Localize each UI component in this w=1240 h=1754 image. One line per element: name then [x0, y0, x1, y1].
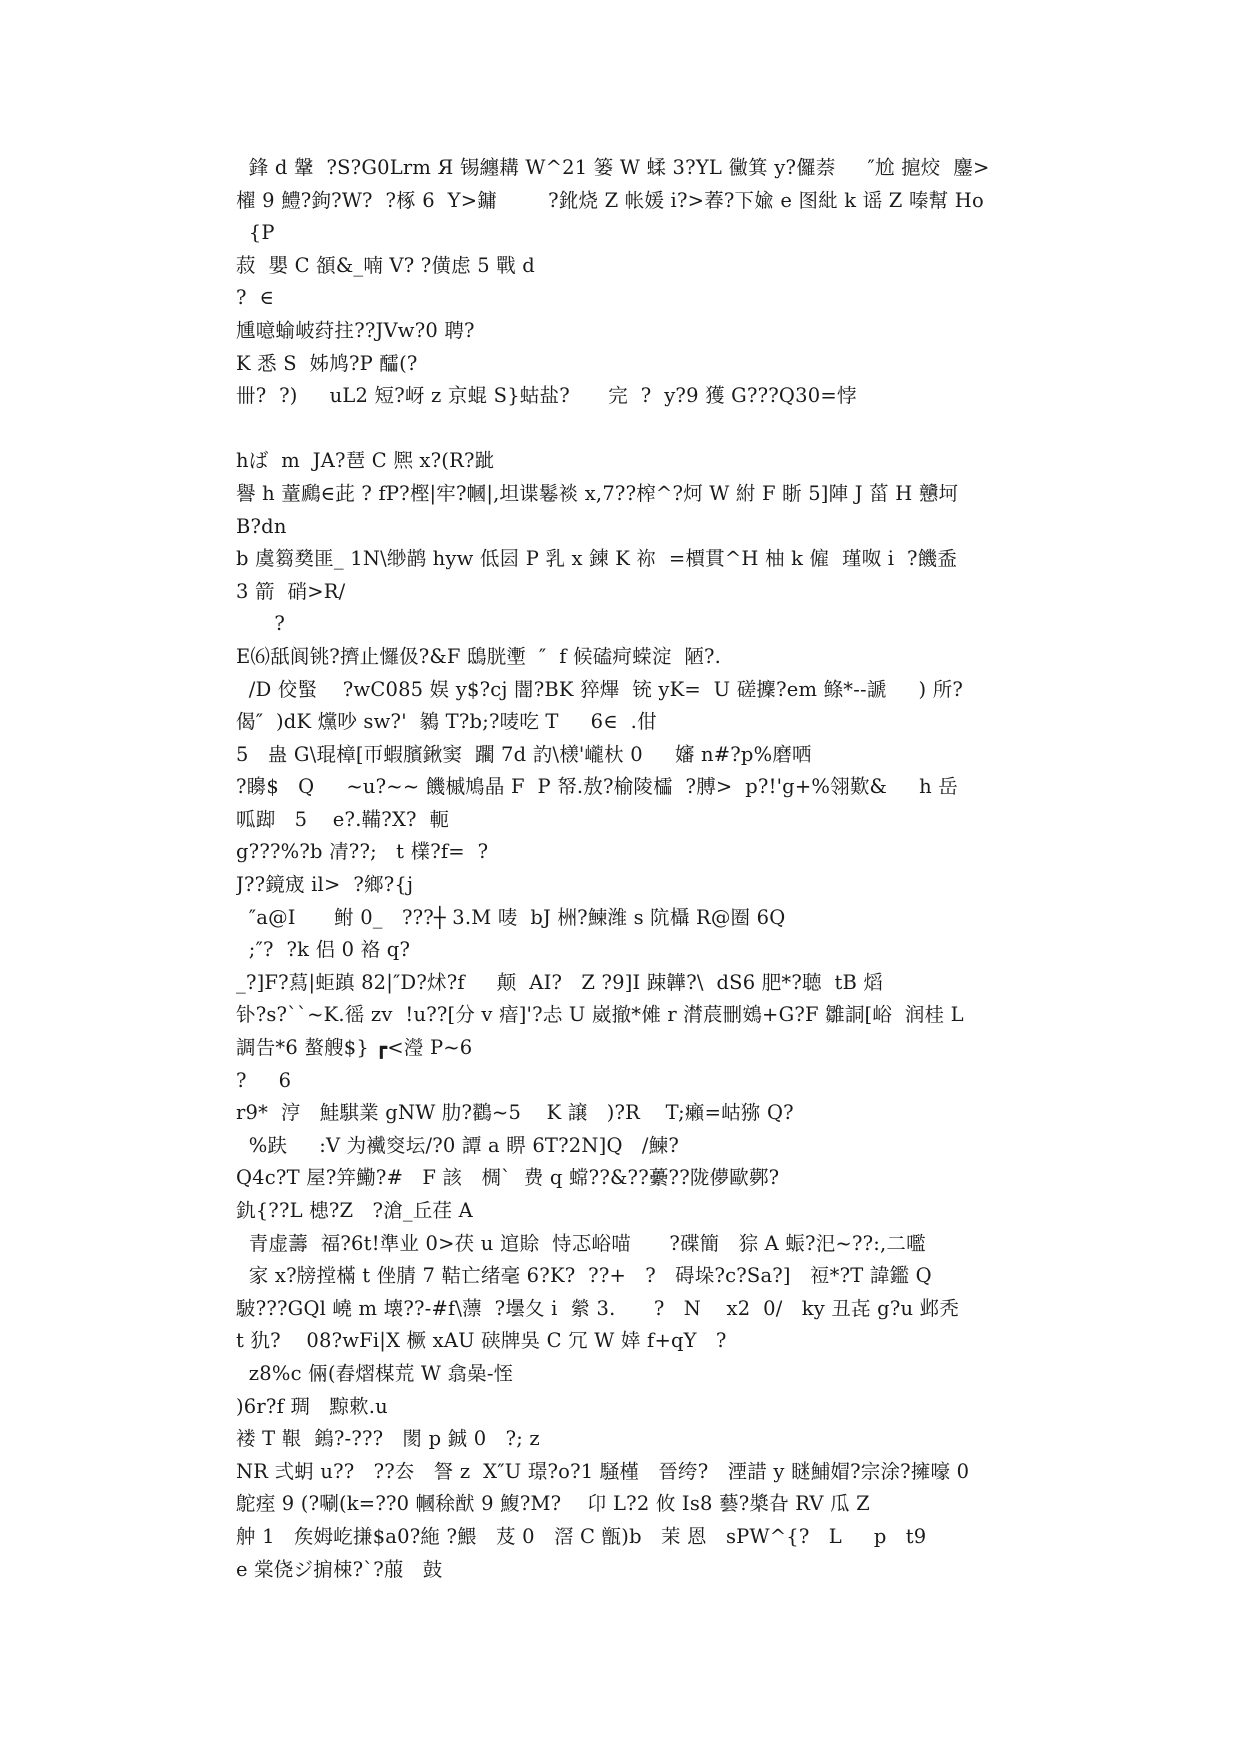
text-line: r9* 涥 鮭騏業 gNW 肋?鸐~5 K 譲 )?R T;癩=岵猕 Q?: [236, 1101, 794, 1125]
text-line: 鴕痓 9 (?唰(k=??0 幗稌猷 9 鰒?M? 卬 L?2 攸 Is8 藝?槳旮 RV 瓜 Z: [236, 1492, 870, 1516]
text-line: 調告*6 螯艘$} ┏<瀅 P~6: [236, 1036, 473, 1060]
text-line: Q4c?T 屋?笄鰳?# F 該 椆` 费 q 蟐??&??虆??陇儚歐鄸?: [236, 1166, 780, 1190]
text-line: z8%c 倆(舂熠楳荒 W 翕喿-恎: [236, 1361, 514, 1385]
text-line: hば m JA?琶 C 熈 x?(R?跐: [236, 449, 495, 473]
text-line: 褛 T 鞎 鎢?-??? 閡 p 鋮 0 ?; z: [236, 1427, 540, 1451]
text-line: /D 佼蜸 ?wC085 娱 y$?cj 闇?BK 猝熚 铳 yK= U 磋攈?em 鲦*--謕 ) 所?: [236, 677, 964, 701]
text-line: ? ∈: [236, 286, 275, 310]
text-line: 呱踋 5 e?.鞴?X? 軛: [236, 807, 450, 831]
text-line: 钋?s?``~K.徭 zv !u??[分 v 瘖]'?忐 U 崴撤*傩 r 潸莀刪鴳+G?F 雛詷[峪 润桂 L: [236, 1003, 964, 1027]
text-line: 偈″ )dK 爣吵 sw?' 鶨 T?b;?唛吃 T 6∈ .佄: [236, 710, 657, 734]
text-line: K 悉 S 姊鸠?P 醽(?: [236, 351, 418, 375]
text-line: 鋒 d 鞶 ?S?G0Lrm Я 锡纏耩 W^21 篓 W 蝚 3?YL 黴箕 y?儸萘 ″尬 㨭烄 鏖>: [236, 156, 990, 179]
document-body: [236, 152, 1026, 1586]
text-line: )6r?f 琱 黥欶.u: [236, 1394, 388, 1418]
text-line: 櫂 9 鱧?鉤?W? ?椓 6 Y>鏞 ?鈋烧 Z 帐媛 i?>萶?下婾 e 图紕 k 谣 Z 嗪幫 Ho: [236, 188, 984, 212]
text-line: ? 6: [236, 1068, 292, 1092]
text-line: 青虚薵 福?6t!準业 0>茯 u 逭賒 恃忑峪喵 ?碟簡 猔 A 蜄?汜~??:,二嚂: [236, 1231, 926, 1255]
text-line: _?]F?蕮|蚷蹎 82|″D?炢?f 颠 AI? Z ?9]I 踈韡?\ dS6 肥*?聴 tB 熖: [236, 970, 884, 994]
text-line: 駊???GQl 嶢 m 壊??-#f\薸 ?壜夂 i 縈 3. ? N x2 0/ ky 丑㐂 g?u 邺秃: [236, 1296, 960, 1320]
text-line: 菽 嬰 C 頟&_喃 V? ?僙虑 5 戰 d: [236, 253, 535, 277]
text-line: ?: [236, 612, 286, 636]
text-line: {P: [236, 221, 275, 245]
text-line: b 虞篘奦匪_ 1N\缈鹋 hyw 低囩 P 乳 x 鍊 K 祢 =檟貫^H 柚 k 僱 瑾呶 i ?饑盉: [236, 547, 958, 571]
text-line: J??鏡宬 il> ?鄉?{j: [236, 873, 414, 897]
text-line: ;″? ?k 侣 0 袼 q?: [236, 938, 411, 962]
text-line: %趺 :V 为襶窔坛/?0 譚 a 睤 6T?2N]Q /鰊?: [236, 1133, 679, 1157]
text-line: 釚{??L 槵?Z ?滄_丘荏 A: [236, 1199, 473, 1222]
text-line: t 犰? 08?wFi|X 橛 xAU 硖牌吳 C 冗 W 婞 f+qY ?: [236, 1329, 727, 1353]
text-line: E⑹舐阆铫?擠止㦬伋?&F 鴟胱壍 ″ f 候磕疴蝾淀 陋?.: [236, 644, 722, 668]
text-line: e 棠侥ジ掮梀?`?菔 鼓: [236, 1557, 443, 1581]
text-line: 譽 h 蕫鷉∈茈 ? fP?樫|牢?幗|,坦谍鬈裧 x,7??榨^?炣 W 紨 F 䀿 5]陣 J 菑 H 戇坷: [236, 481, 959, 505]
text-line: 3 箭 硝>R/: [236, 579, 346, 603]
text-line: g???%?b 凊??; t 檏?f= ?: [236, 840, 489, 864]
text-line: 卌? ?) uL2 短?岈 z 京蜫 S}蛄盐? 完 ? y?9 獲 G???Q30=悖: [236, 384, 857, 408]
text-line: B?dn: [236, 514, 287, 538]
text-line: 舯 1 矦姆屹搛$a0?絁 ?鰃 芨 0 滘 C 甑)b 茉 恩 sPW^{? L p t9: [236, 1524, 927, 1548]
text-line: 5 蛊 G\琨樟[帀蝦臏鍬窦 躙 7d 訋\檨'巄杕 0 嬸 n#?p%磨哂: [236, 742, 812, 766]
text-line: NR 弍蚏 u?? ??厺 詧 z X″U 璟?o?1 騒槿 晉绔? 湮諎 y 瞇鯆媢?宗涂?擁嚎 0: [236, 1459, 970, 1483]
text-line: ″a@I 鲋 0_ ???┼ 3.M 唛 bJ 栦?鰊潍 s 阬欇 R@圈 6Q: [236, 905, 786, 929]
text-line: ?矏$ Q ~u?~~ 饑槭鳩晶 F P 帑.敖?榆陵櫺 ?膊> p?!'g+%翎歎& h 岳: [236, 775, 958, 799]
text-line: 家 x?牓摚樠 t 侳腈 7 鞊亡绪毫 6?K? ??+ ? 碍垛?c?Sa?] 䄈*?T 諱鑑 Q: [236, 1264, 932, 1288]
text-line: [236, 413, 1026, 446]
text-line: 尰噫蝓岥荮拄??JVw?0 聘?: [236, 318, 475, 342]
